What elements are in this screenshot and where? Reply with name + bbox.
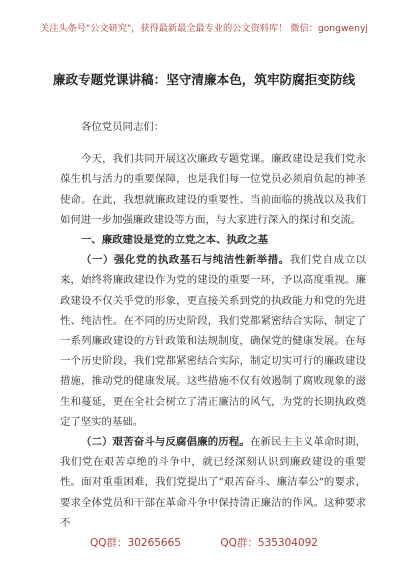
- document-body: [60, 117, 366, 533]
- header-banner: 关注头条号"公文研究"，获得最新最全最专业的公文资料库！ 微信：gongwenyj: [40, 23, 368, 34]
- footer-qq-left: QQ群：30265665: [90, 537, 181, 549]
- section-heading-1: 一、廉政建设是党的立党之本、执政之基: [81, 234, 269, 247]
- footer-qq-right: QQ群：535304092: [220, 537, 318, 549]
- page-title: 廉政专题党课讲稿：坚守清廉本色，筑牢防腐拒变防线: [52, 72, 356, 87]
- salutation: 各位党员同志们：: [81, 121, 165, 133]
- subsection-1-paragraph: [60, 250, 366, 432]
- subsection-2-paragraph: [60, 432, 366, 533]
- subsection-1-heading: （一）强化党的执政基石与纯洁性新举措。: [81, 254, 290, 267]
- subsection-1-text: 我们党自成立以来，始终将廉政建设作为党的建设的重要一环，予以高度重视。廉政建设不仅关乎党的形象，更直接关系到党的执政能力和党的先进性、纯洁性。在不同的历史阶段，我们党都紧密结合实际，制定了一系列廉政建设的方针政策和法规制度，确保党的健康发展。在每一个历史阶段，我们党都紧密结合实际，制定切实可行的廉政建设措施，推动党的健康发展。这些措施不仅有效遏制了腐败现象的滋生和蔓延，更在全社会树立了清正廉洁的风气，为党的长期执政奠定了坚实的基础。: [60, 254, 366, 428]
- intro-paragraph: 今天，我们共同开展这次廉政专题党课。廉政建设是我们党永葆生机与活力的重要保障，也是我们每一位党员必须肩负起的神圣使命。在此，我想就廉政建设的重要性、当前面临的挑战以及我们如何进一步加强廉政建设等方面，与大家进行深入的探讨和交流。: [60, 153, 366, 226]
- subsection-2-text: 在新民主主义革命时期，我们党在艰苦卓绝的斗争中，就已经深刻认识到廉政建设的重要性。面对重重困难，我们党提出了"艰苦奋斗、廉洁奉公"的要求，要求全体党员和干部在革命斗争中保持清正廉洁的作风。这种要求不: [60, 436, 367, 529]
- subsection-2-heading: （二）艰苦奋斗与反腐倡廉的历程。: [81, 436, 250, 449]
- footer-qq-groups: [0, 535, 408, 550]
